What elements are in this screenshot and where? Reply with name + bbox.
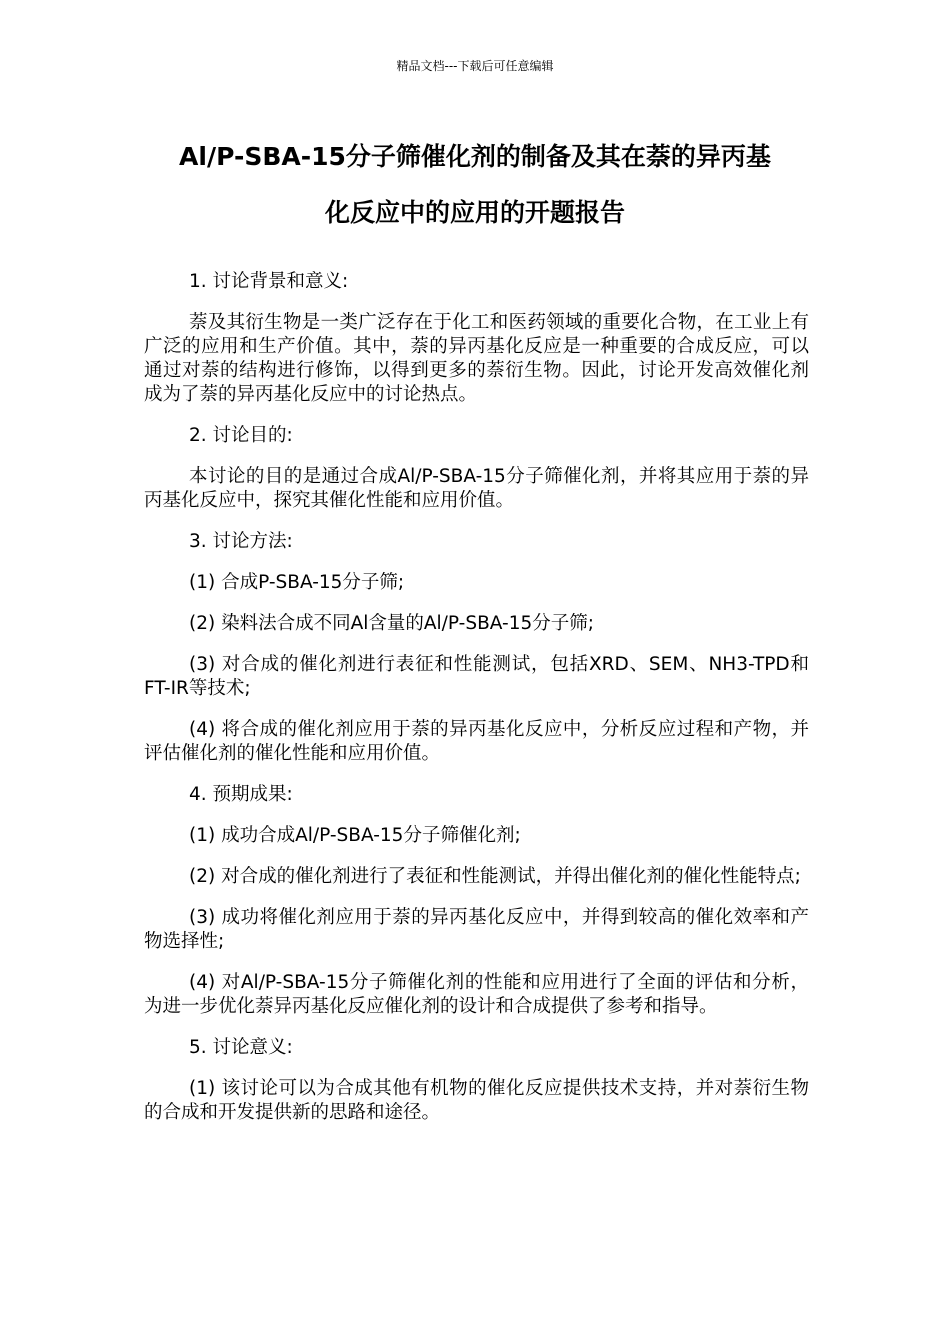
document-title-line-2: 化反应中的应用的开题报告 — [324, 198, 625, 227]
paragraph-purpose: 本讨论的目的是通过合成Al/P-SBA-15分子筛催化剂，并将其应用于萘的异丙基化反应中，探究其催化性能和应用价值。 — [144, 466, 809, 511]
list-item-result-2: (2) 对合成的催化剂进行了表征和性能测试，并得出催化剂的催化性能特点; — [189, 866, 801, 887]
list-item-result-4: (4) 对Al/P-SBA-15分子筛催化剂的性能和应用进行了全面的评估和分析，为进一步优化萘异丙基化反应催化剂的设计和合成提供了参考和指导。 — [144, 972, 809, 1017]
list-item-method-3: (3) 对合成的催化剂进行表征和性能测试，包括XRD、SEM、NH3-TPD和FT-IR等技术; — [144, 654, 809, 699]
section-heading-purpose: 2. 讨论目的: — [189, 425, 293, 446]
header-note: 精品文档---下载后可任意编辑 — [396, 59, 554, 73]
list-item-method-2: (2) 染料法合成不同Al含量的Al/P-SBA-15分子筛; — [189, 613, 594, 634]
list-item-method-1: (1) 合成P-SBA-15分子筛; — [189, 572, 405, 593]
list-item-result-1: (1) 成功合成Al/P-SBA-15分子筛催化剂; — [189, 825, 521, 846]
list-item-method-4: (4) 将合成的催化剂应用于萘的异丙基化反应中，分析反应过程和产物，并评估催化剂的催化性能和应用价值。 — [144, 719, 809, 764]
section-heading-expected-results: 4. 预期成果: — [189, 784, 293, 805]
document-title-line-1: Al/P-SBA-15分子筛催化剂的制备及其在萘的异丙基 — [179, 142, 771, 171]
section-heading-background: 1. 讨论背景和意义: — [189, 271, 349, 292]
paragraph-background: 萘及其衍生物是一类广泛存在于化工和医药领域的重要化合物，在工业上有广泛的应用和生产价值。其中，萘的异丙基化反应是一种重要的合成反应，可以通过对萘的结构进行修饰，以得到更多的萘衍生物。因此，讨论开发高效催化剂成为了萘的异丙基化反应中的讨论热点。 — [144, 312, 809, 405]
section-heading-methods: 3. 讨论方法: — [189, 531, 293, 552]
list-item-result-3: (3) 成功将催化剂应用于萘的异丙基化反应中，并得到较高的催化效率和产物选择性; — [144, 907, 809, 952]
list-item-significance-1: (1) 该讨论可以为合成其他有机物的催化反应提供技术支持，并对萘衍生物的合成和开发提供新的思路和途径。 — [144, 1078, 809, 1123]
section-heading-significance: 5. 讨论意义: — [189, 1037, 293, 1058]
document-body — [144, 270, 809, 1142]
